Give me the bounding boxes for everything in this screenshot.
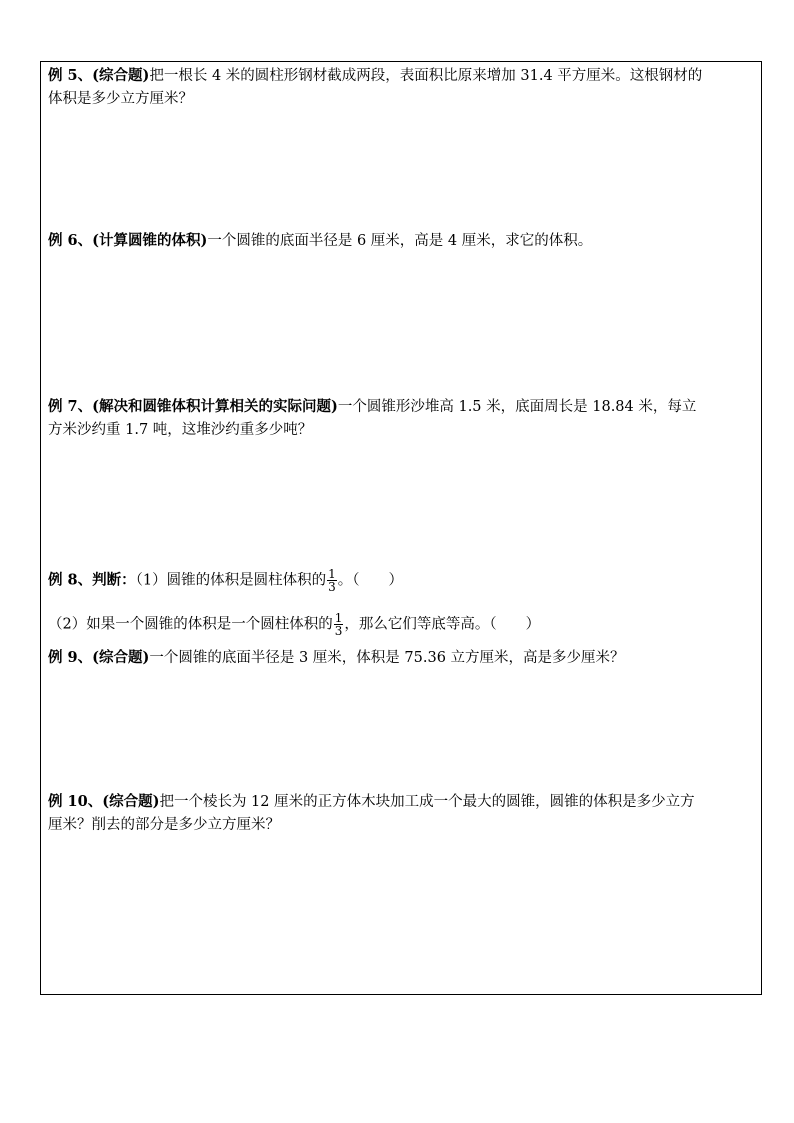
example-8-label: 例 8、判断： [48, 571, 136, 589]
example-6-line-1 [48, 229, 592, 253]
example-10-line-2 [48, 813, 280, 837]
example-6-text-1: 一个圆锥的底面半径是 6 厘米，高是 4 厘米，求它的体积。 [207, 233, 593, 249]
example-9-line-1 [48, 646, 625, 670]
example-7-text-2: 方米沙约重 1.7 吨，这堆沙约重多少吨？ [48, 422, 313, 438]
example-9-label: 例 9、(综合题) [48, 649, 150, 666]
example-8-item-2-prefix: （2）如果一个圆锥的体积是一个圆柱体积的 [48, 616, 333, 633]
one-third-fraction-2 [334, 612, 344, 637]
example-8-item-1-prefix: （1）圆锥的体积是圆柱体积的 [135, 572, 327, 589]
example-10-label: 例 10、(综合题) [48, 793, 160, 810]
example-5-line-2 [48, 87, 193, 111]
example-10-text-2: 厘米？削去的部分是多少立方厘米？ [48, 817, 280, 833]
example-5-label: 例 5、(综合题) [48, 67, 150, 84]
example-5-text-2: 体积是多少立方厘米？ [48, 91, 193, 107]
example-8-item-2-suffix: ，那么它们等底等高。（ ） [344, 616, 541, 633]
worksheet-frame [40, 61, 762, 995]
example-6-label: 例 6、(计算圆锥的体积) [48, 232, 208, 249]
example-10-line-1 [48, 790, 695, 814]
fraction-denominator-2: 3 [334, 624, 343, 638]
example-9-text-1: 一个圆锥的底面半径是 3 厘米，体积是 75.36 立方厘米，高是多少厘米？ [149, 650, 625, 666]
example-7-line-2 [48, 418, 312, 442]
example-5-line-1 [48, 64, 702, 88]
example-8-line-2 [48, 612, 540, 637]
example-5-text-1: 把一根长 4 米的圆柱形钢材截成两段，表面积比原来增加 31.4 平方厘米。这根钢材的 [149, 68, 703, 84]
example-7-label: 例 7、(解决和圆锥体积计算相关的实际问题) [48, 398, 338, 415]
fraction-numerator: 1 [328, 567, 336, 581]
example-8-item-1-suffix: 。（ ） [337, 572, 404, 589]
fraction-numerator-2: 1 [334, 611, 343, 625]
fraction-denominator: 3 [328, 580, 336, 594]
example-7-text-1: 一个圆锥形沙堆高 1.5 米，底面周长是 18.84 米，每立 [337, 399, 697, 415]
example-8-line-1 [48, 568, 403, 593]
one-third-fraction [327, 568, 337, 593]
example-10-text-1: 把一个棱长为 12 厘米的正方体木块加工成一个最大的圆锥，圆锥的体积是多少立方 [159, 794, 695, 810]
example-7-line-1 [48, 395, 696, 419]
